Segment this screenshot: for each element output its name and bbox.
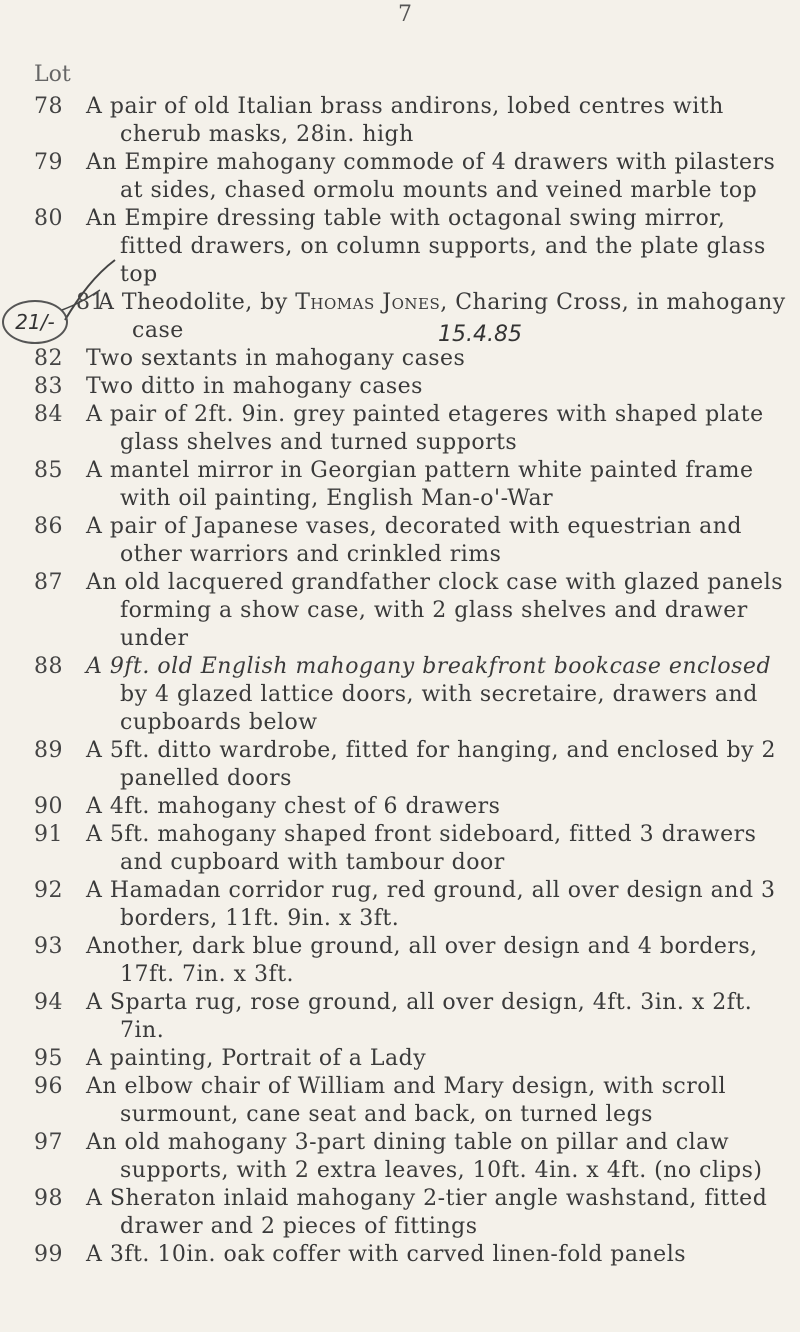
lot-description: An old mahogany 3-part dining table on pillar and claw supports, with 2 extra leaves, 10ft. 4in. x 4ft. (no clips) xyxy=(86,1130,763,1183)
handwritten-circled-note: 21/- xyxy=(2,300,68,344)
lot-description: A 5ft. mahogany shaped front sideboard, fitted 3 drawers and cupboard with tambour door xyxy=(86,822,757,875)
lot-entry xyxy=(34,821,794,877)
lot-number: 86 xyxy=(34,514,63,539)
lot-entry xyxy=(34,373,794,401)
lot-description: Two sextants in mahogany cases xyxy=(86,346,466,371)
lot-entry xyxy=(34,205,794,289)
lot-entry xyxy=(34,149,794,205)
lot-entry xyxy=(34,1073,794,1129)
lot-number: 93 xyxy=(34,934,63,959)
lot-entry xyxy=(34,1241,794,1269)
lot-description: A 4ft. mahogany chest of 6 drawers xyxy=(86,794,501,819)
lot-number: 91 xyxy=(34,822,63,847)
lot-number: 85 xyxy=(34,458,63,483)
lot-number: 98 xyxy=(34,1186,63,1211)
lot-entry xyxy=(34,93,794,149)
lot-number: 83 xyxy=(34,374,63,399)
lot-number: 79 xyxy=(34,150,63,175)
lot-number: 80 xyxy=(34,206,63,231)
lot-number: 96 xyxy=(34,1074,63,1099)
lot-number: 82 xyxy=(34,346,63,371)
handwritten-price-note: 15.4.85 xyxy=(438,322,522,347)
lot-description: A 5ft. ditto wardrobe, fitted for hanging, and enclosed by 2 panelled doors xyxy=(86,738,776,791)
lot-description: An old lacquered grandfather clock case with glazed panels forming a show case, with 2 glass shelves and drawer under xyxy=(86,570,784,651)
lot-description: A mantel mirror in Georgian pattern white painted frame with oil painting, English Man-o'-War xyxy=(86,458,754,511)
lot-description: A Sheraton inlaid mahogany 2-tier angle washstand, fitted drawer and 2 pieces of fittings xyxy=(86,1186,768,1239)
lot-number: 78 xyxy=(34,94,63,119)
lot-description: An elbow chair of William and Mary design, with scroll surmount, cane seat and back, on turned legs xyxy=(86,1074,727,1127)
lot-number: 99 xyxy=(34,1242,63,1267)
lot-number: 84 xyxy=(34,402,63,427)
lot-entry xyxy=(34,1185,794,1241)
lot-number: 94 xyxy=(34,990,63,1015)
lot-entry xyxy=(34,793,794,821)
lot-entry xyxy=(34,401,794,457)
lot-entry xyxy=(34,289,794,345)
lot-entry xyxy=(34,1045,794,1073)
lot-description: Another, dark blue ground, all over design and 4 borders, 17ft. 7in. x 3ft. xyxy=(86,934,758,987)
lot-entry xyxy=(34,1129,794,1185)
lot-number: 95 xyxy=(34,1046,63,1071)
lot-entry xyxy=(34,345,794,373)
lot-column-header: Lot xyxy=(34,62,71,87)
lot-number: 90 xyxy=(34,794,63,819)
lot-description: A 3ft. 10in. oak coffer with carved linen-fold panels xyxy=(86,1242,687,1267)
lot-entry xyxy=(34,737,794,793)
lot-number: 89 xyxy=(34,738,63,763)
lot-entry xyxy=(34,457,794,513)
lot-number: 97 xyxy=(34,1130,63,1155)
lot-description: Two ditto in mahogany cases xyxy=(86,374,423,399)
lot-entry xyxy=(34,569,794,653)
lot-entry xyxy=(34,877,794,933)
lot-description: A Hamadan corridor rug, red ground, all over design and 3 borders, 11ft. 9in. x 3ft. xyxy=(86,878,776,931)
lot-number: 88 xyxy=(34,654,63,679)
lot-entry xyxy=(34,933,794,989)
lot-description: A painting, Portrait of a Lady xyxy=(86,1046,427,1071)
page-number: 7 xyxy=(398,2,412,27)
lot-entry xyxy=(34,989,794,1045)
lot-number: 81 xyxy=(76,290,105,315)
lot-description: A pair of 2ft. 9in. grey painted etageres with shaped plate glass shelves and turned supports xyxy=(86,402,764,455)
maker-name: Thomas Jones xyxy=(295,290,441,315)
lot-description: An Empire dressing table with octagonal swing mirror, fitted drawers, on column supports, and the plate glass top xyxy=(86,206,766,287)
lot-description: A pair of Japanese vases, decorated with equestrian and other warriors and crinkled rims xyxy=(86,514,742,567)
lot-entry xyxy=(34,653,794,737)
lot-description: A 9ft. old English mahogany breakfront bookcase enclosed by 4 glazed lattice doors, with secretaire, drawers and cupboards below xyxy=(86,654,772,735)
lot-description: A pair of old Italian brass andirons, lobed centres with cherub masks, 28in. high xyxy=(86,94,724,147)
lot-description: An Empire mahogany commode of 4 drawers with pilasters at sides, chased ormolu mounts and veined marble top xyxy=(86,150,776,203)
lot-description: A Theodolite, by Thomas Jones, Charing Cross, in mahogany case xyxy=(98,290,786,343)
lot-number: 87 xyxy=(34,570,63,595)
lot-description: A Sparta rug, rose ground, all over design, 4ft. 3in. x 2ft. 7in. xyxy=(86,990,753,1043)
lot-entry xyxy=(34,513,794,569)
lot-number: 92 xyxy=(34,878,63,903)
